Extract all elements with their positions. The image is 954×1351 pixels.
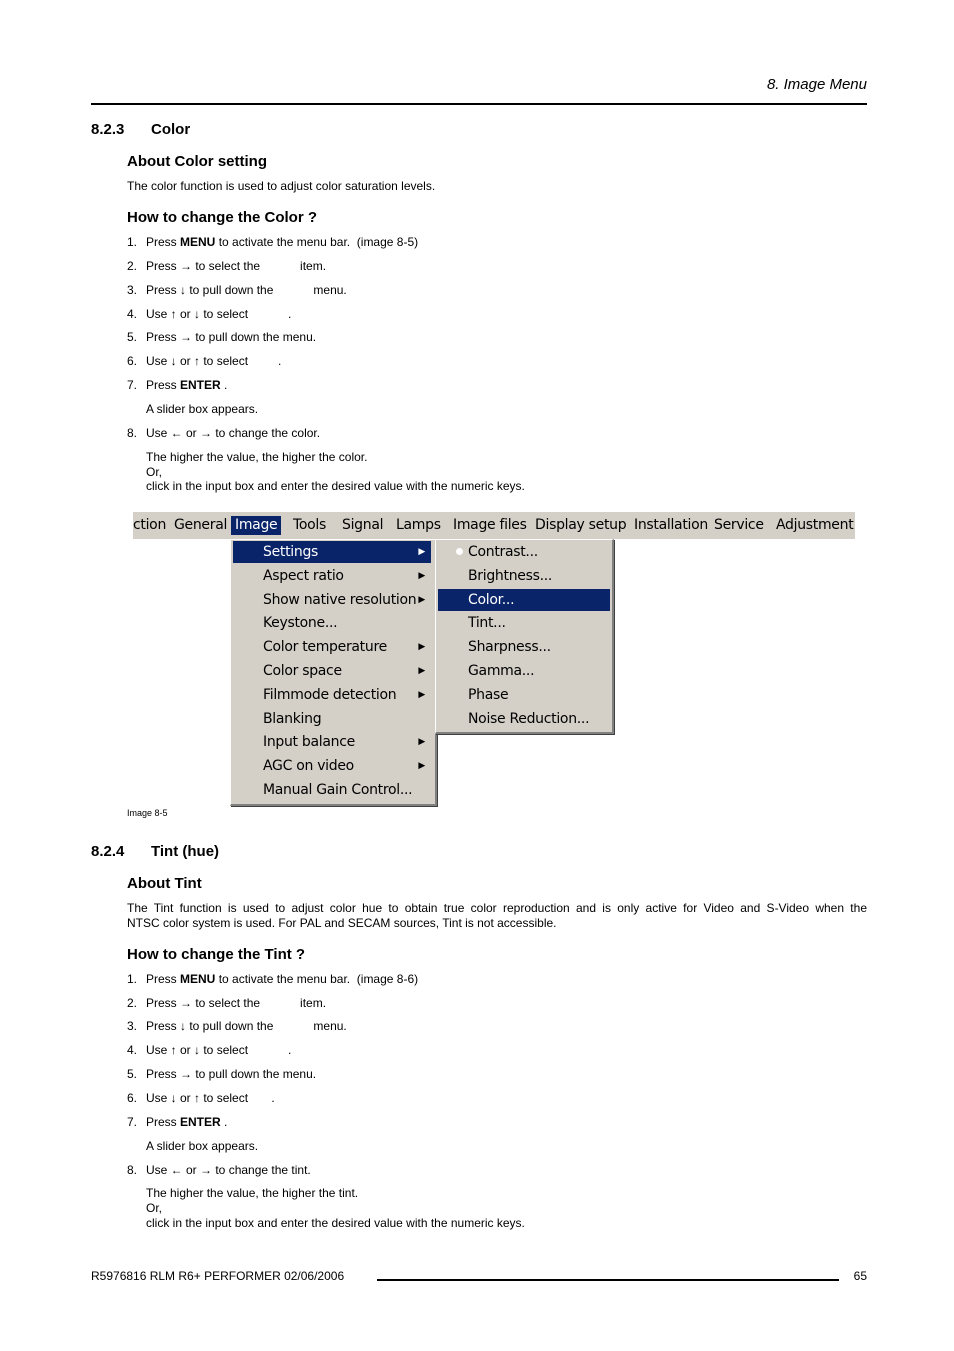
radio-bullet-icon xyxy=(456,548,463,555)
step-text-pre: Use ↑ or ↓ to select . xyxy=(146,307,292,321)
settings-submenu xyxy=(435,539,614,734)
step-item xyxy=(127,1091,275,1105)
step-text-pre: Press ↓ to pull down the menu. xyxy=(146,1019,347,1033)
about-text: NTSC color system is used. For PAL and SECAM sources, Tint is not accessible. xyxy=(127,916,557,930)
menubar-item-signal[interactable]: Signal xyxy=(342,517,384,533)
settings-menu-item[interactable] xyxy=(438,612,610,634)
menu-item-label: Gamma... xyxy=(468,663,535,679)
step-item xyxy=(127,330,316,344)
image-menu-item[interactable] xyxy=(233,589,431,611)
step-item xyxy=(127,1067,316,1081)
section-number: 8.2.3 xyxy=(91,121,125,138)
about-heading: About Color setting xyxy=(127,153,267,170)
step-number: 1. xyxy=(127,235,138,249)
step-text-bold: ENTER xyxy=(180,1115,221,1129)
menu-item-label: Contrast... xyxy=(468,544,538,560)
image-dropdown-menu xyxy=(230,539,437,806)
menu-item-label: Color space xyxy=(263,663,342,679)
menu-item-label: Filmmode detection xyxy=(263,686,397,703)
image-menu-item[interactable] xyxy=(233,708,431,730)
step-note: A slider box appears. xyxy=(146,402,259,416)
settings-menu-item[interactable] xyxy=(438,541,610,563)
step-number: 3. xyxy=(127,283,138,297)
step-item xyxy=(127,354,281,368)
menu-item-label: Manual Gain Control... xyxy=(263,782,413,798)
settings-menu-item[interactable] xyxy=(438,708,610,730)
submenu-arrow-icon: ▶ xyxy=(418,689,425,700)
step-text-pre: Press xyxy=(146,1115,181,1129)
image-menu-item[interactable] xyxy=(233,755,431,777)
menubar-item-service[interactable]: Service xyxy=(714,517,764,533)
image-menu-item[interactable] xyxy=(233,731,431,753)
step-note: Or, xyxy=(146,1201,163,1215)
step-number: 2. xyxy=(127,259,138,273)
menu-item-label: Brightness... xyxy=(468,567,553,584)
step-note: click in the input box and enter the desired value with the numeric keys. xyxy=(146,479,525,493)
menubar-item-tools[interactable]: Tools xyxy=(293,517,326,533)
chapter-header: 8. Image Menu xyxy=(766,76,867,93)
step-number: 7. xyxy=(127,1115,138,1129)
menubar-item-selection[interactable]: ction xyxy=(133,517,167,533)
step-item xyxy=(127,972,418,986)
step-note: Or, xyxy=(146,465,163,479)
menu-item-label: Show native resolution xyxy=(263,591,417,608)
step-item xyxy=(127,235,418,249)
image-menu-item[interactable] xyxy=(233,684,431,706)
menu-item-label: Phase xyxy=(468,686,509,703)
submenu-arrow-icon: ▶ xyxy=(418,547,425,557)
step-text-post: to activate the menu bar. (image 8-6) xyxy=(215,972,419,986)
step-text-pre: Press → to select the item. xyxy=(146,259,327,273)
step-text-pre: Press → to pull down the menu. xyxy=(146,330,317,344)
step-number: 8. xyxy=(127,1163,138,1177)
footer-document-id: R5976816 RLM R6+ PERFORMER 02/06/2006 xyxy=(91,1269,345,1283)
step-text-pre: Press xyxy=(146,972,181,986)
settings-menu-item[interactable] xyxy=(438,660,610,682)
about-text: The Tint function is used to adjust color hue to obtain true color reproduction and is only active for Video and S-Video when the xyxy=(127,901,867,915)
menu-item-label: Keystone... xyxy=(263,615,338,632)
step-number: 7. xyxy=(127,378,138,392)
menu-item-label: Sharpness... xyxy=(468,639,551,656)
step-item xyxy=(127,378,227,392)
step-text-pre: Use ↓ or ↑ to select . xyxy=(146,1091,275,1105)
howto-heading: How to change the Tint ? xyxy=(127,946,306,963)
menu-item-label: AGC on video xyxy=(263,758,354,775)
step-item xyxy=(127,996,326,1010)
submenu-arrow-icon: ▶ xyxy=(418,737,425,748)
figure-caption: Image 8-5 xyxy=(127,808,168,818)
step-number: 5. xyxy=(127,330,138,344)
step-number: 6. xyxy=(127,1091,138,1105)
image-menu-item[interactable] xyxy=(233,636,431,658)
step-item xyxy=(127,1019,347,1033)
menubar-item-general[interactable]: General xyxy=(174,517,228,533)
image-menu-item[interactable] xyxy=(233,779,431,801)
settings-menu-item[interactable] xyxy=(438,589,610,611)
step-text-bold: ENTER xyxy=(180,378,221,392)
menu-item-label: Input balance xyxy=(263,734,355,751)
step-note: The higher the value, the higher the color. xyxy=(146,450,368,464)
step-text-post: to activate the menu bar. (image 8-5) xyxy=(215,235,419,249)
image-menu-item[interactable] xyxy=(233,612,431,634)
step-text-pre: Press xyxy=(146,235,181,249)
menu-bar xyxy=(133,512,855,539)
image-menu-item[interactable] xyxy=(233,541,431,563)
section-number: 8.2.4 xyxy=(91,843,125,860)
step-number: 1. xyxy=(127,972,138,986)
step-number: 4. xyxy=(127,307,138,321)
step-note: The higher the value, the higher the tint. xyxy=(146,1186,359,1200)
howto-heading: How to change the Color ? xyxy=(127,209,317,226)
section-title: Color xyxy=(151,121,191,138)
step-note: A slider box appears. xyxy=(146,1139,259,1153)
menu-item-label: Settings xyxy=(263,544,319,560)
image-menu-item[interactable] xyxy=(233,565,431,587)
step-item xyxy=(127,1043,291,1057)
step-item xyxy=(127,1115,227,1129)
about-text: The color function is used to adjust color saturation levels. xyxy=(127,179,436,193)
step-text-pre: Use ← or → to change the color. xyxy=(146,426,321,440)
menu-item-label: Blanking xyxy=(263,710,322,727)
step-text-pre: Press ↓ to pull down the menu. xyxy=(146,283,347,297)
about-heading: About Tint xyxy=(127,875,202,892)
menubar-item-display-setup[interactable]: Display setup xyxy=(535,517,627,533)
submenu-arrow-icon: ▶ xyxy=(418,642,425,653)
step-text-pre: Use ↓ or ↑ to select . xyxy=(146,354,282,368)
section-title: Tint (hue) xyxy=(151,843,220,860)
step-text-bold: MENU xyxy=(180,235,216,249)
image-menu-item[interactable] xyxy=(233,660,431,682)
menubar-item-lamps[interactable]: Lamps xyxy=(396,517,441,533)
step-number: 2. xyxy=(127,996,138,1010)
menubar-item-image-files[interactable]: Image files xyxy=(453,517,527,533)
menubar-item-installation[interactable]: Installation xyxy=(634,517,708,533)
menu-item-label: Noise Reduction... xyxy=(468,710,590,727)
step-text-bold: MENU xyxy=(180,972,216,986)
step-text-pre: Press → to select the item. xyxy=(146,996,327,1010)
step-number: 3. xyxy=(127,1019,138,1033)
submenu-arrow-icon: ▶ xyxy=(418,594,425,605)
submenu-arrow-icon: ▶ xyxy=(418,570,425,581)
step-item xyxy=(127,259,326,273)
step-text-post: . xyxy=(220,1115,228,1129)
menu-item-label: Color temperature xyxy=(263,639,387,656)
submenu-arrow-icon: ▶ xyxy=(418,666,425,676)
step-item xyxy=(127,426,320,440)
menu-item-label: Aspect ratio xyxy=(263,567,344,584)
settings-menu-item[interactable] xyxy=(438,636,610,658)
step-item xyxy=(127,1163,311,1177)
step-item xyxy=(127,307,291,321)
submenu-arrow-icon: ▶ xyxy=(418,761,425,772)
menu-item-label: Color... xyxy=(468,591,515,608)
header-rule xyxy=(91,103,867,105)
menu-screenshot xyxy=(133,512,855,808)
step-text-pre: Use ↑ or ↓ to select . xyxy=(146,1043,292,1057)
settings-menu-item[interactable] xyxy=(438,565,610,587)
step-text-pre: Press → to pull down the menu. xyxy=(146,1067,317,1081)
step-text-pre: Press xyxy=(146,378,181,392)
menubar-item-adjustment[interactable]: Adjustment xyxy=(776,517,854,533)
settings-menu-item[interactable] xyxy=(438,684,610,706)
step-text-pre: Use ← or → to change the tint. xyxy=(146,1163,311,1177)
menu-item-label: Tint... xyxy=(468,615,506,632)
page-number: 65 xyxy=(853,1269,867,1283)
step-number: 6. xyxy=(127,354,138,368)
step-note: click in the input box and enter the desired value with the numeric keys. xyxy=(146,1216,525,1230)
step-number: 8. xyxy=(127,426,138,440)
step-item xyxy=(127,283,347,297)
menubar-item-image[interactable]: Image xyxy=(231,516,281,535)
step-number: 4. xyxy=(127,1043,138,1057)
step-number: 5. xyxy=(127,1067,138,1081)
footer-rule xyxy=(377,1279,839,1281)
step-text-post: . xyxy=(220,378,228,392)
